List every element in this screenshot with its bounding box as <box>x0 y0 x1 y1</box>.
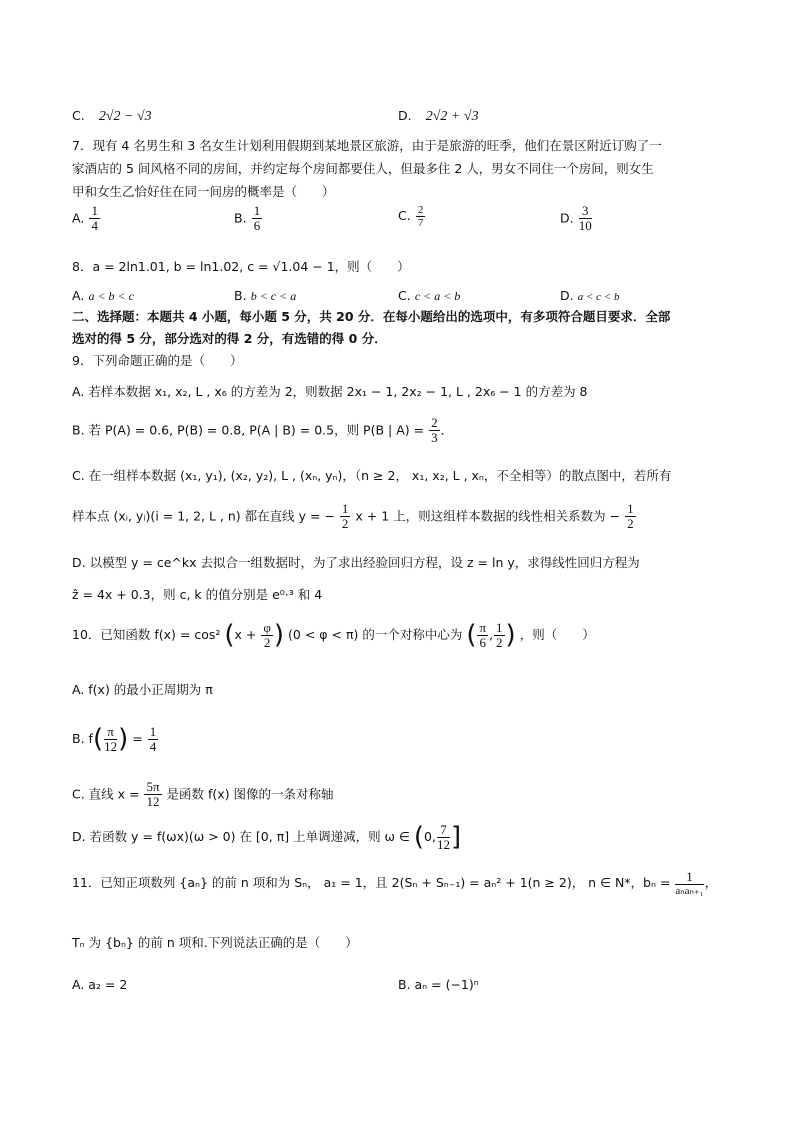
frac-den: 12 <box>436 837 450 853</box>
frac-den: 3 <box>431 430 438 446</box>
q8-stem: 8．a = 2ln1.01, b = ln1.02, c = √1.04 − 1，则（ ） <box>72 259 410 274</box>
frac-num: 5π <box>146 779 160 794</box>
q10-option-a: A. f(x) 的最小正周期为 π <box>72 682 213 697</box>
stem-text: 10．已知函数 f(x) = cos² <box>72 627 221 643</box>
q7-line2: 家酒店的 5 间风格不同的房间，并约定每个房间都要住人，但最多住 2 人，男女不同住一个房间，则女生 <box>72 161 654 176</box>
frac-den: 2 <box>263 635 271 651</box>
q9-option-a: A. 若样本数据 x₁, x₂, L , x₆ 的方差为 2，则数据 2x₁ − 1, 2x₂ − 1, L , 2x₆ − 1 的方差为 8 <box>72 384 588 399</box>
q8-option-b <box>234 288 296 305</box>
q7-line3: 甲和女生乙恰好住在同一间房的概率是（ ） <box>72 184 335 199</box>
option-label: B. <box>234 210 247 226</box>
option-expr: b < c < a <box>250 289 297 303</box>
stem-text: x + <box>234 627 257 643</box>
paren-right: ) <box>118 724 129 754</box>
bracket-right: ] <box>450 822 462 852</box>
frac-num: 1 <box>91 203 98 218</box>
q11-option-a: A. a₂ = 2 <box>72 977 128 992</box>
q9-option-d-line2: ẑ = 4x + 0.3，则 c, k 的值分别是 e⁰·³ 和 4 <box>72 587 323 602</box>
q9-option-c-line1: C. 在一组样本数据 (x₁, y₁), (x₂, y₂), L , (xₙ, yₙ)，（n ≥ 2， x₁, x₂, L , xₙ，不全相等）的散点图中，若所有 <box>72 468 672 483</box>
q10-option-d <box>72 822 461 853</box>
q10-option-b <box>72 724 159 755</box>
frac-den: 10 <box>578 218 592 234</box>
q9-option-d-line1: D. 以模型 y = ce^kx 去拟合一组数据时，为了求出经验回归方程，设 z = ln y，求得线性回归方程为 <box>72 555 640 570</box>
frac-num: 3 <box>579 204 592 219</box>
frac-den: aₙaₙ₊₁ <box>675 885 704 898</box>
option-label: D. <box>560 288 574 303</box>
option-expr: 2√2 − √3 <box>98 109 152 124</box>
option-label: D. <box>398 108 412 123</box>
q7-option-c <box>398 204 426 229</box>
q7-line1: 7．现有 4 名男生和 3 名女生计划利用假期到某地景区旅游，由于是旅游的旺季，他们在景区附近订购了一 <box>72 138 662 153</box>
option-text: C. 直线 x = <box>72 786 140 802</box>
option-expr: 2√2 + √3 <box>425 109 479 124</box>
section2-line2: 选对的得 5 分，部分选对的得 2 分，有选错的得 0 分． <box>72 331 387 346</box>
frac-den: 2 <box>341 516 349 532</box>
frac-den: 6 <box>253 218 261 234</box>
option-expr: a < c < b <box>577 291 620 303</box>
option-text: D. 若函数 y = f(ωx)(ω > 0) 在 [0, π] 上单调递减，则 ω ∈ <box>72 829 410 845</box>
interval-left: 0, <box>424 829 436 845</box>
q6-option-c <box>72 108 152 126</box>
option-expr: c < a < b <box>414 289 461 303</box>
stem-text: ，则（ ） <box>519 627 595 643</box>
stem-end: ， <box>704 875 718 891</box>
option-label: C. <box>398 288 411 303</box>
option-label: C. <box>72 108 85 123</box>
frac-num: 2 <box>417 204 424 216</box>
option-text: 是函数 f(x) 图像的一条对称轴 <box>166 786 334 802</box>
frac-num: π <box>104 725 117 740</box>
section2-line1: 二、选择题：本题共 4 小题，每小题 5 分，共 20 分．在每小题给出的选项中，有多项符合题目要求．全部 <box>72 309 671 324</box>
option-end: ． <box>440 422 454 438</box>
q8-option-d <box>560 288 619 305</box>
frac-den: 4 <box>149 739 157 755</box>
paren-right: ) <box>505 620 516 650</box>
option-text: B. f <box>72 731 93 747</box>
paren-left: ( <box>466 620 477 650</box>
frac-den: 12 <box>104 739 118 755</box>
frac-num: 1 <box>341 501 349 516</box>
q7-option-a <box>72 204 101 234</box>
frac-num: 1 <box>496 619 503 635</box>
q10-option-c <box>72 780 334 810</box>
q9-option-b <box>72 416 453 446</box>
option-text: B. 若 P(A) = 0.6, P(B) = 0.8, P(A | B) = 0.5，则 P(B | A) = <box>72 422 425 438</box>
q11-line2: Tₙ 为 {bₙ} 的前 n 项和.下列说法正确的是（ ） <box>72 935 358 950</box>
option-text: x + 1 上，则这组样本数据的线性相关系数为 − <box>355 508 621 524</box>
frac-den: 2 <box>627 516 634 532</box>
option-label: D. <box>560 210 574 226</box>
q10-stem: 10．已知函数 f(x) = cos² (x + $\frac{\varphi}{2}$ ) (0 < φ < π) 的一个对称中心为 ( $\frac{\pi}{6}$ , $\frac{1}{2}$ ) ，则（ ） <box>72 619 595 651</box>
option-label: A. <box>72 210 85 226</box>
q11-stem <box>72 870 717 897</box>
q7-option-b <box>234 204 263 234</box>
bracket-left: ( <box>413 822 425 852</box>
option-text: 样本点 (xᵢ, yᵢ)(i = 1, 2, L , n) 都在直线 y = − <box>72 508 335 524</box>
frac-num: 1 <box>253 203 261 218</box>
q9-stem: 9．下列命题正确的是（ ） <box>72 353 243 368</box>
stem-text: (0 < φ < π) 的一个对称中心为 <box>288 627 463 643</box>
option-label: B. <box>234 288 247 303</box>
paren-left: ( <box>224 620 235 650</box>
option-expr: a < b < c <box>88 289 134 303</box>
q11-option-b: B. aₙ = (−1)ⁿ <box>398 977 479 992</box>
option-text: = <box>132 731 143 747</box>
q8-option-a <box>72 288 134 305</box>
paren-right: ) <box>273 620 285 650</box>
frac-num: 1 <box>149 723 157 739</box>
option-label: C. <box>398 208 411 224</box>
option-label: A. <box>72 288 85 303</box>
frac-num: 7 <box>437 823 450 838</box>
stem-text: 11．已知正项数列 {aₙ} 的前 n 项和为 Sₙ， a₁ = 1，且 2(Sₙ + Sₙ₋₁) = aₙ² + 1(n ≥ 2)， n ∈ N*，bₙ = <box>72 875 671 891</box>
paren-left: ( <box>92 724 104 754</box>
q6-option-d <box>398 108 479 126</box>
q9-option-c-line2 <box>72 502 637 532</box>
q7-option-d <box>560 204 593 234</box>
frac-den: 12 <box>146 794 160 810</box>
frac-den: 6 <box>479 635 487 651</box>
frac-den: 4 <box>91 218 98 234</box>
q8-option-c <box>398 288 460 305</box>
frac-num: 2 <box>431 415 438 430</box>
frac-num: π <box>479 619 487 635</box>
frac-num: φ <box>263 619 271 635</box>
frac-den: 7 <box>417 217 424 230</box>
frac-num: 1 <box>627 501 634 516</box>
frac-den: 2 <box>496 635 503 651</box>
frac-num: 1 <box>675 870 703 885</box>
